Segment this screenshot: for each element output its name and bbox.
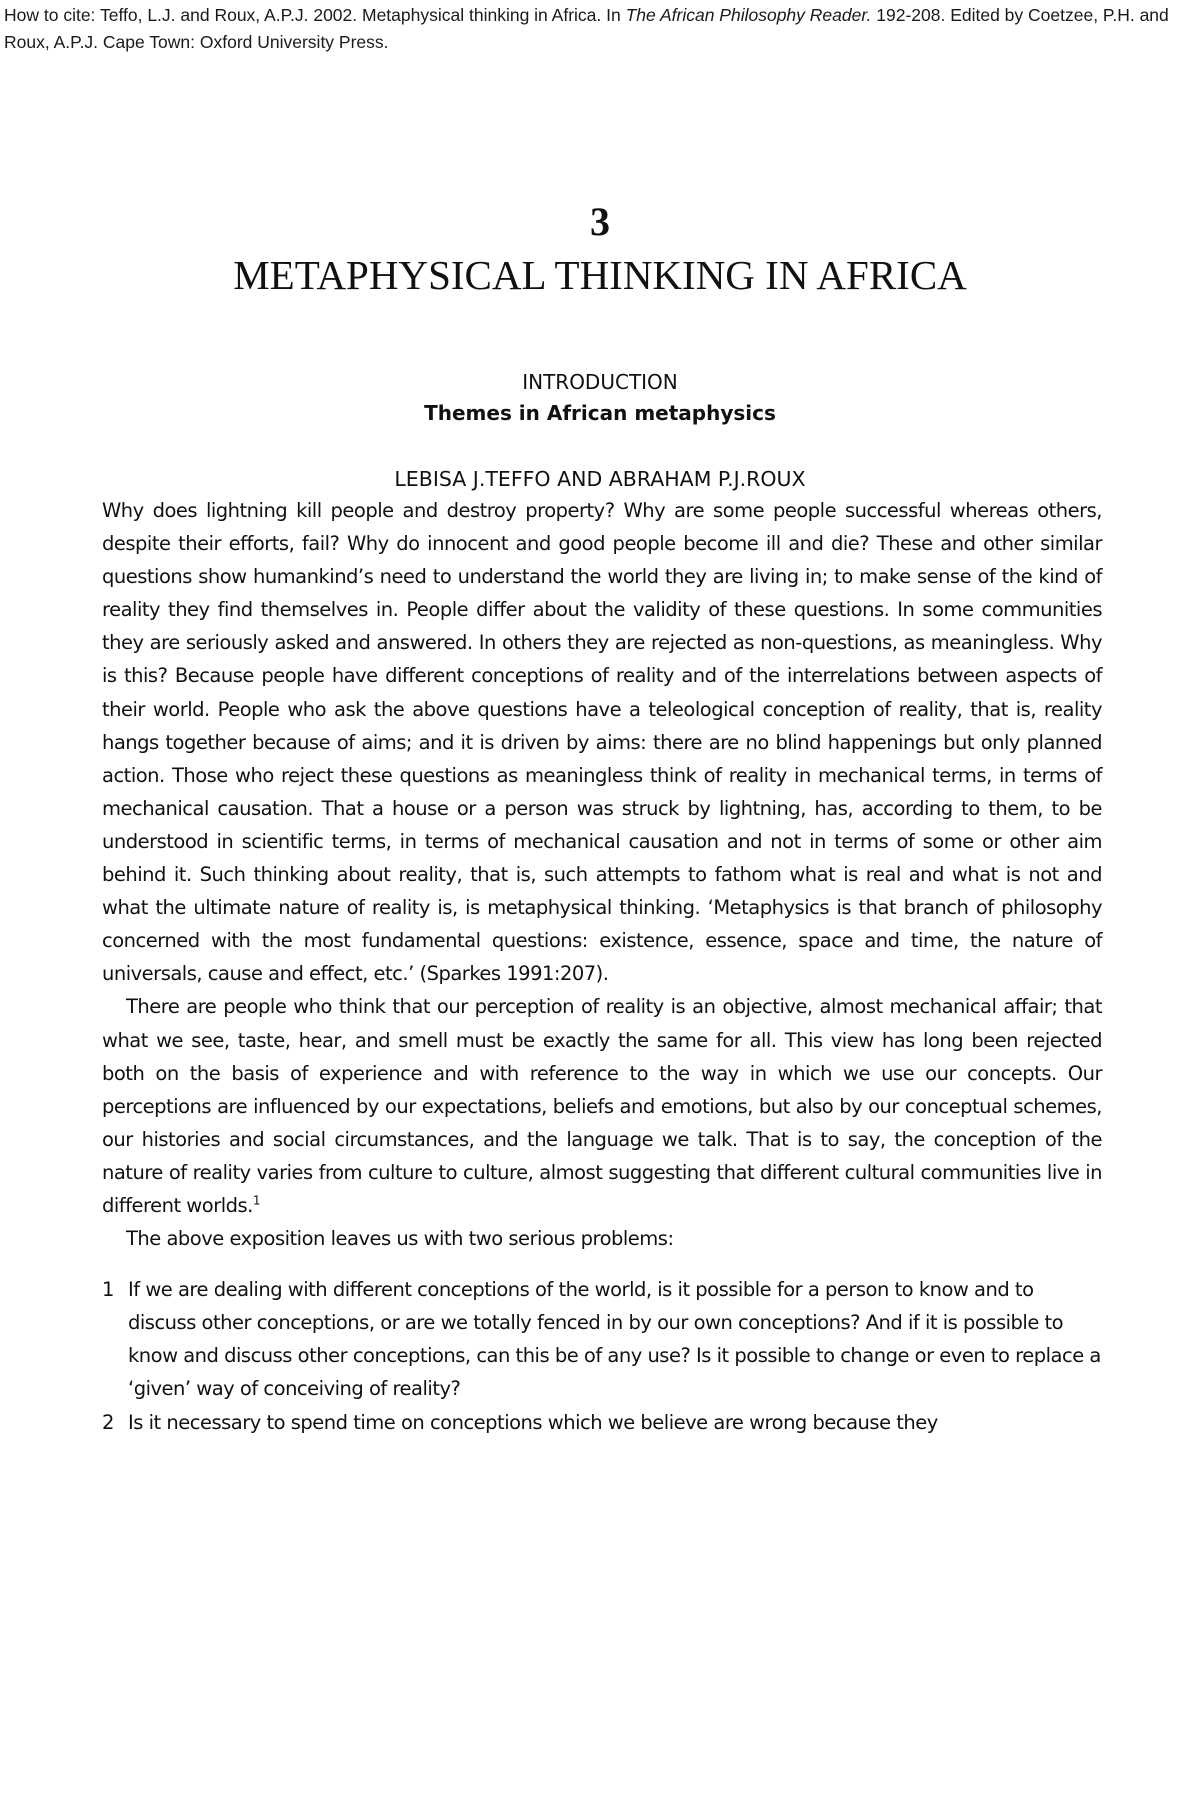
authors-byline: LEBISA J.TEFFO AND ABRAHAM P.J.ROUX [394,467,806,491]
citation-suffix: 192-208. Edited by Coetzee, P.H. and Roux, A.P.J. Cape Town: Oxford University Press. [4,5,1169,52]
problem-list [102,1273,1102,1438]
citation-book-title: The African Philosophy Reader. [625,5,872,25]
list-item-number: 1 [102,1278,114,1302]
list-item-text: If we are dealing with different conceptions of the world, is it possible for a person to know and to discuss other conceptions, or are we totally fenced in by our own conceptions? And if it is possible to know and discuss other conceptions, can this be of any use? Is it possible to change or even to replace a ‘given’ way of conceiving of reality? [128,1278,1101,1401]
chapter-title: METAPHYSICAL THINKING IN AFRICA [233,252,967,298]
section-heading: INTRODUCTION [522,370,678,394]
footnote-marker[interactable]: 1 [252,1193,261,1208]
section-subheading: Themes in African metaphysics [424,401,776,425]
paragraph-3: The above exposition leaves us with two serious problems: [126,1227,674,1251]
list-item-text: Is it necessary to spend time on conceptions which we believe are wrong because they [128,1410,938,1434]
paragraph-1: Why does lightning kill people and destroy property? Why are some people successful whereas others, despite their efforts, fail? Why do innocent and good people become ill and die? These and other similar questions show humankind’s need to understand the world they are living in; to make sense of the kind of reality they find themselves in. People differ about the validity of these questions. In some communities they are seriously asked and answered. In others they are rejected as non-questions, as meaningless. Why is this? Because people have different conceptions of reality and of the interrelations between aspects of their world. People who ask the above questions have a teleological conception of reality, that is, reality hangs together because of aims; and it is driven by aims: there are no blind happenings but only planned action. Those who reject these questions as meaningless think of reality in mechanical terms, in terms of mechanical causation. That a house or a person was struck by lightning, has, according to them, to be understood in scientific terms, in terms of mechanical causation and not in terms of some or other aim behind it. Such thinking about reality, that is, such attempts to fathom what is real and what is not and what the ultimate nature of reality is, is metaphysical thinking. ‘Metaphysics is that branch of philosophy concerned with the most fundamental questions: existence, essence, space and time, the nature of universals, cause and effect, etc.’ (Sparkes 1991:207). [102,499,1102,986]
paragraph-2-text: There are people who think that our perception of reality is an objective, almost mechanical affair; that what we see, taste, hear, and smell must be exactly the same for all. This view has long been rejected both on the basis of experience and with reference to the way in which we use our concepts. Our perceptions are influenced by our expectations, beliefs and emotions, but also by our conceptual schemes, our histories and social circumstances, and the language we talk. That is to say, the conception of the nature of reality varies from culture to culture, almost suggesting that different cultural communities live in different worlds. [102,995,1102,1217]
citation-prefix: How to cite: Teffo, L.J. and Roux, A.P.J. 2002. Metaphysical thinking in Africa. In [4,5,626,25]
citation-note [4,2,1194,56]
list-item [102,1406,1102,1439]
list-item-number: 2 [102,1410,114,1434]
paragraph-2 [102,990,1102,1222]
list-item [102,1273,1102,1405]
body-text [102,494,1102,1439]
chapter-number: 3 [590,199,610,244]
